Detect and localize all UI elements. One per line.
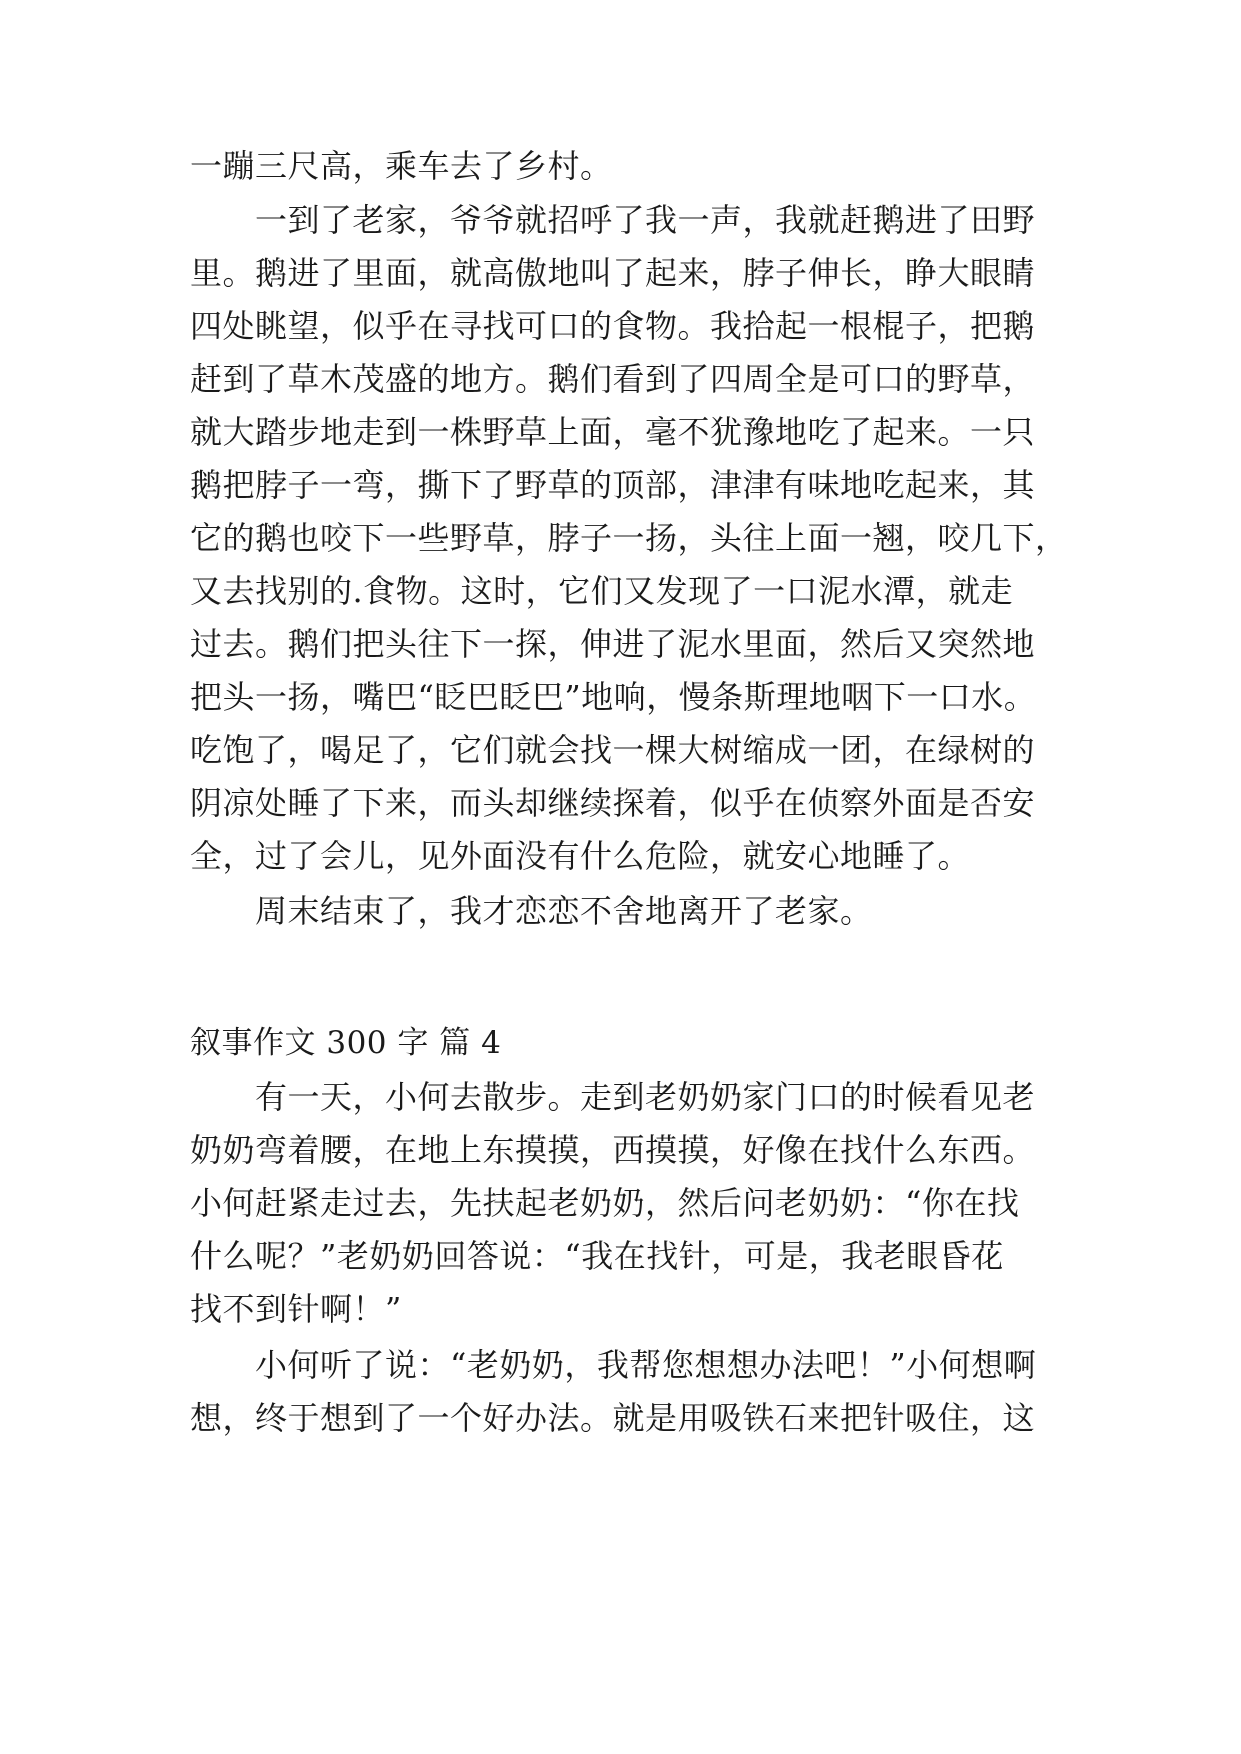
paragraph-first-line: 小何听了说：“老奶奶，我帮您想想办法吧！”小何想啊 [255, 1346, 1037, 1384]
text-line: 四处眺望，似乎在寻找可口的食物。我拾起一根棍子，把鹅 [190, 307, 1036, 345]
text-line: 阴凉处睡了下来，而头却继续探着，似乎在侦察外面是否安 [190, 784, 1036, 822]
text-line: 全，过了会儿，见外面没有什么危险，就安心地睡了。 [190, 837, 971, 875]
text-line: 找不到针啊！” [190, 1290, 402, 1328]
text-line: 奶奶弯着腰，在地上东摸摸，西摸摸，好像在找什么东西。 [190, 1131, 1036, 1169]
text-line: 把头一扬，嘴巴“眨巴眨巴”地响，慢条斯理地咽下一口水。 [190, 678, 1037, 716]
text-line: 吃饱了，喝足了，它们就会找一棵大树缩成一团，在绿树的 [190, 731, 1036, 769]
text-line: 又去找别的.食物。这时，它们又发现了一口泥水潭，就走 [190, 572, 1014, 610]
paragraph-first-line: 一到了老家，爷爷就招呼了我一声，我就赶鹅进了田野 [255, 201, 1036, 239]
text-line: 一蹦三尺高，乘车去了乡村。 [190, 147, 613, 185]
paragraph-first-line: 周末结束了，我才恋恋不舍地离开了老家。 [255, 892, 873, 930]
text-line: 赶到了草木茂盛的地方。鹅们看到了四周全是可口的野草， [190, 360, 1036, 398]
text-line: 过去。鹅们把头往下一探，伸进了泥水里面，然后又突然地 [190, 625, 1036, 663]
text-line: 鹅把脖子一弯，撕下了野草的顶部，津津有味地吃起来，其 [190, 466, 1036, 504]
text-line: 小何赶紧走过去，先扶起老奶奶，然后问老奶奶：“你在找 [190, 1184, 1020, 1222]
text-line: 它的鹅也咬下一些野草，脖子一扬，头往上面一翘，咬几下， [190, 519, 1068, 557]
section-heading: 叙事作文 300 字 篇 4 [190, 1025, 502, 1061]
text-line: 就大踏步地走到一株野草上面，毫不犹豫地吃了起来。一只 [190, 413, 1036, 451]
text-line: 想，终于想到了一个好办法。就是用吸铁石来把针吸住，这 [190, 1399, 1036, 1437]
paragraph-first-line: 有一天，小何去散步。走到老奶奶家门口的时候看见老 [255, 1078, 1036, 1116]
text-line: 里。鹅进了里面，就高傲地叫了起来，脖子伸长，睁大眼睛 [190, 254, 1036, 292]
text-line: 什么呢？”老奶奶回答说：“我在找针，可是，我老眼昏花 [190, 1237, 1004, 1275]
